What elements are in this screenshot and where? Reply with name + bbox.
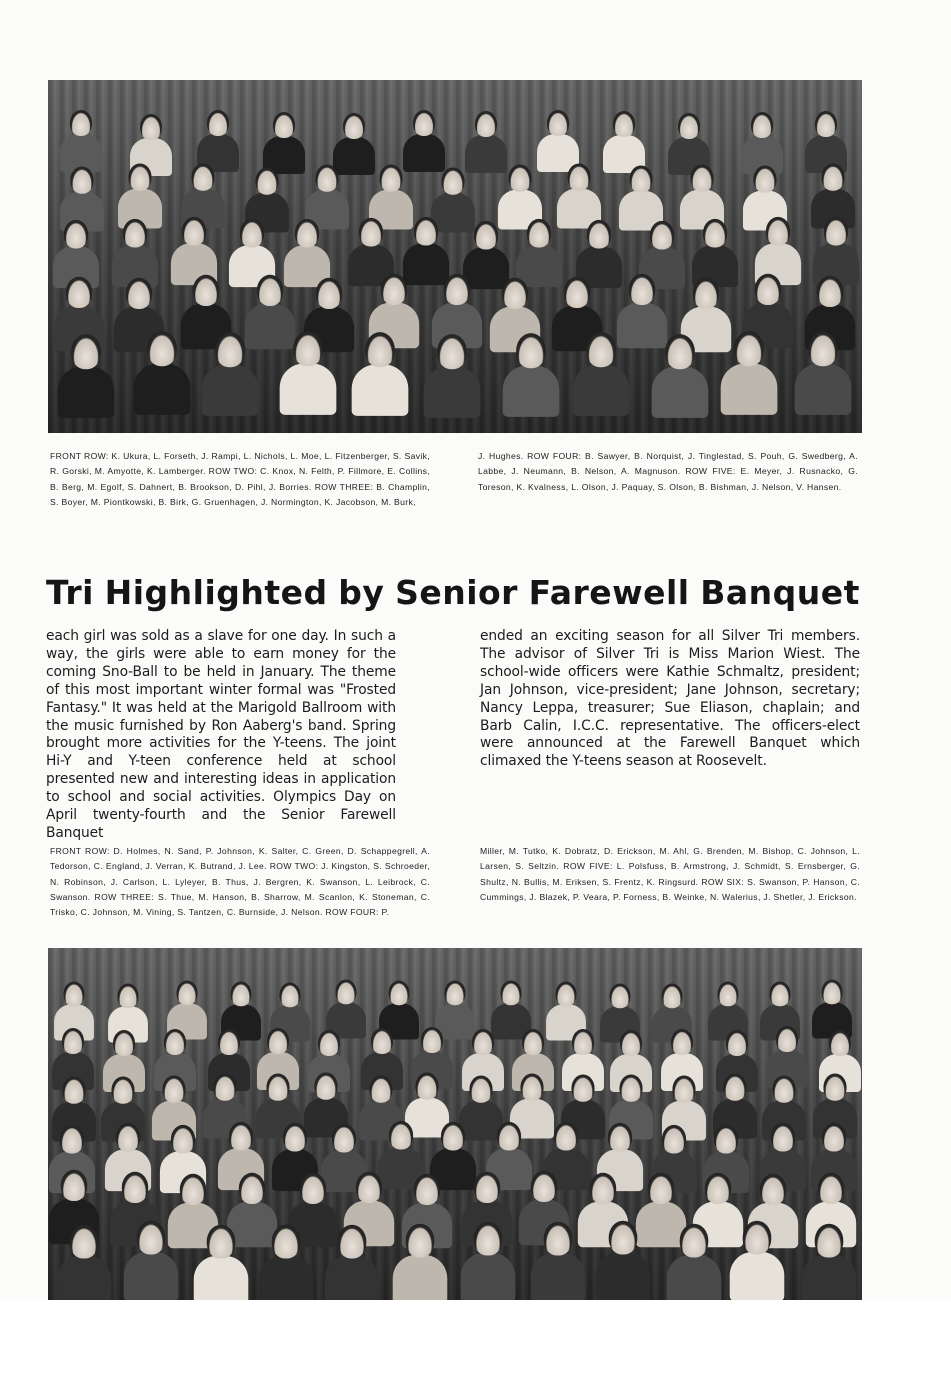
heading-word: Tri: [46, 573, 94, 612]
person-head: [587, 220, 611, 249]
person-head: [332, 1124, 356, 1153]
footer-band: [0, 1300, 951, 1390]
person-head: [497, 1122, 521, 1151]
person-head: [704, 1173, 730, 1204]
photo-person: [792, 331, 854, 415]
person-head: [770, 1123, 794, 1152]
caption-top-left: FRONT ROW: K. Ukura, L. Forseth, J. Rampi, L. Nichols, L. Moe, L. Fitzenberger, S. Savik, R. Gorski, M. Amyotte, K. Lamberger. ROW TWO: C. Knox, N. Felth, P. Fillmore, E. Collins, B. Berg, M. Egolf, S. Dahnert, B. Brookson, D. Pihl, J. Borries. ROW THREE: B. Champlin, S. Boyer, M. Piontkowski, B. Birk, G. Gruenhagen, J. Normington, K. Jacobson, M. Burk,: [50, 451, 430, 507]
person-head: [315, 164, 338, 191]
person-head: [371, 1028, 393, 1054]
person-head: [441, 1122, 465, 1151]
person-head: [415, 1072, 438, 1099]
person-head: [662, 984, 683, 1009]
person-body: [280, 364, 337, 415]
person-head: [829, 1030, 851, 1056]
person-head: [71, 334, 101, 369]
person-head: [180, 1174, 206, 1205]
photo-person: [277, 331, 339, 415]
person-head: [665, 334, 695, 369]
person-head: [70, 1225, 99, 1259]
person-head: [527, 219, 551, 248]
person-head: [501, 981, 522, 1006]
article-column-right: ended an exciting season for all Silver Tri members. The advisor of Silver Tri is Miss Marion Wiest. The school-wide officers were Kathie Schmaltz, president; Jan Johnson, vice-president; Jane Johnson, secretary; Nancy Leppa, treasurer; Sue Eliason, chaplain; and Barb Calin, I.C.C. representative. The officers-elect were announced at the Farewell Banquet which climaxed the Y-teens season at Roosevelt.: [480, 628, 860, 770]
person-head: [508, 164, 531, 191]
person-body: [57, 1256, 112, 1300]
person-head: [343, 113, 365, 139]
person-head: [672, 1075, 695, 1102]
person-head: [586, 332, 616, 367]
person-head: [678, 113, 700, 139]
photo-person: [593, 1221, 653, 1300]
photo-person: [261, 112, 307, 174]
person-head: [207, 110, 229, 136]
person-head: [662, 1125, 686, 1154]
person-head: [61, 1170, 87, 1201]
person-head: [609, 984, 630, 1009]
photo-person: [55, 334, 117, 418]
person-head: [703, 219, 727, 248]
person-body: [802, 1255, 857, 1300]
person-head: [414, 217, 438, 246]
group-photo-bottom: [48, 948, 862, 1300]
person-head: [116, 1123, 140, 1152]
person-head: [441, 167, 464, 194]
person-head: [620, 1074, 643, 1101]
person-head: [501, 278, 527, 309]
person-head: [572, 1029, 594, 1055]
photo-person: [191, 1225, 251, 1300]
person-head: [647, 1173, 673, 1204]
person-head: [822, 1123, 846, 1152]
person-head: [60, 1125, 84, 1154]
person-head: [273, 112, 295, 138]
person-head: [572, 1074, 595, 1101]
person-head: [555, 982, 576, 1007]
person-head: [521, 1073, 544, 1100]
person-head: [365, 332, 395, 367]
person-head: [680, 1224, 709, 1258]
person-head: [171, 1125, 195, 1154]
person-head: [543, 1222, 572, 1256]
person-head: [816, 276, 842, 307]
person-head: [267, 1028, 289, 1054]
person-head: [239, 219, 263, 248]
person-head: [613, 111, 635, 137]
person-head: [414, 1174, 440, 1205]
photo-person: [131, 331, 193, 415]
person-head: [568, 163, 591, 190]
person-head: [122, 1172, 148, 1203]
person-body: [595, 1252, 650, 1300]
person-head: [421, 1027, 443, 1053]
person-body: [667, 1255, 722, 1300]
photo-person: [665, 1224, 725, 1300]
person-body: [730, 1252, 785, 1300]
person-head: [266, 1073, 289, 1100]
person-head: [380, 164, 403, 191]
person-head: [823, 1073, 846, 1100]
person-body: [393, 1255, 448, 1300]
person-head: [147, 331, 177, 366]
person-head: [369, 1075, 392, 1102]
person-head: [280, 983, 301, 1008]
person-head: [714, 1125, 738, 1154]
person-head: [140, 114, 162, 140]
person-head: [318, 1030, 340, 1056]
photo-person: [390, 1224, 450, 1300]
person-head: [164, 1029, 186, 1055]
person-head: [295, 219, 319, 248]
person-body: [652, 367, 709, 418]
person-head: [522, 1029, 544, 1055]
person-body: [503, 366, 560, 417]
person-head: [824, 217, 848, 246]
person-head: [359, 218, 383, 247]
person-body: [325, 1256, 380, 1300]
person-head: [413, 110, 435, 136]
person-head: [406, 1224, 435, 1258]
photo-crowd: [48, 80, 862, 433]
person-head: [66, 277, 92, 308]
photo-person: [54, 1225, 114, 1300]
person-head: [163, 1075, 186, 1102]
person-head: [516, 333, 546, 368]
person-head: [815, 1224, 844, 1258]
person-head: [64, 220, 88, 249]
person-body: [530, 1253, 585, 1300]
person-head: [314, 1072, 337, 1099]
person-head: [336, 980, 357, 1005]
person-head: [229, 1122, 253, 1151]
photo-person: [601, 111, 647, 173]
photo-person: [718, 331, 780, 415]
person-head: [437, 334, 467, 369]
person-body: [259, 1256, 314, 1300]
person-body: [58, 367, 115, 418]
person-head: [206, 1225, 235, 1259]
photo-person: [570, 332, 632, 416]
photo-person: [421, 334, 483, 418]
photo-person: [401, 110, 447, 172]
person-head: [62, 1028, 84, 1054]
photo-person: [727, 1221, 787, 1300]
person-head: [772, 1075, 795, 1102]
person-head: [734, 331, 764, 366]
photo-person: [121, 1221, 181, 1300]
person-head: [475, 111, 497, 137]
person-head: [474, 1172, 500, 1203]
person-head: [257, 275, 283, 306]
person-head: [474, 221, 498, 250]
photo-person: [322, 1225, 382, 1300]
person-head: [608, 1123, 632, 1152]
person-head: [590, 1173, 616, 1204]
heading-word: Highlighted: [104, 573, 328, 612]
person-head: [338, 1225, 367, 1259]
person-head: [230, 982, 251, 1007]
person-head: [564, 277, 590, 308]
person-head: [176, 981, 197, 1006]
person-head: [754, 165, 777, 192]
person-head: [113, 1030, 135, 1056]
person-head: [629, 274, 655, 305]
person-body: [193, 1256, 248, 1300]
person-head: [808, 331, 838, 366]
person-head: [126, 278, 152, 309]
person-head: [470, 1075, 493, 1102]
person-head: [726, 1030, 748, 1056]
group-photo-top: [48, 80, 862, 433]
person-head: [389, 1121, 413, 1150]
photo-person: [458, 1222, 518, 1300]
person-body: [721, 364, 778, 415]
caption-bottom-right: Miller, M. Tutko, K. Dobratz, D. Erickson, M. Ahl, G. Brenden, M. Bishop, C. Johnson, L. Larsen, S. Seltzin. ROW FIVE: L. Polsfuss, B. Armstrong, J. Schmidt, S. Ernsberger, G. Shultz, N. Bullis, M. Eriksen, S. Frentz, K. Ringsurd. ROW SIX: S. Swanson, P. Hanson, C. Cummings, J. Blazek, P. Veara, P. Forness, B. Weinke, N. Walerius, J. Shetler, J. Erickson.: [480, 846, 860, 902]
person-head: [649, 221, 673, 250]
person-body: [202, 365, 259, 416]
article-heading: [46, 573, 860, 612]
person-head: [821, 163, 844, 190]
person-head: [272, 1225, 301, 1259]
person-head: [608, 1221, 637, 1255]
person-head: [316, 278, 342, 309]
person-head: [112, 1076, 135, 1103]
person-head: [821, 980, 842, 1005]
person-head: [691, 164, 714, 191]
article-column-left: each girl was sold as a slave for one day. In such a way, the girls were able to earn money for the coming Sno-Ball to be held in January. The theme of this most important winter formal was "Frosted Fantasy." It was held at the Marigold Ballroom with the music furnished by Ron Aaberg's band. Spring brought more activities for the Y-teens. The joint Hi-Y and Y-teen conference held at school presented new and interesting ideas in application to school and social activities. Olympics Day on April twenty-fourth and the Senior Farewell Banquet: [46, 628, 396, 841]
person-head: [118, 984, 139, 1009]
person-head: [64, 982, 85, 1007]
person-head: [474, 1222, 503, 1256]
person-head: [671, 1029, 693, 1055]
photo-person: [528, 1222, 588, 1300]
person-head: [381, 274, 407, 305]
heading-word: Banquet: [700, 573, 860, 612]
person-head: [256, 167, 279, 194]
person-head: [128, 163, 151, 190]
person-head: [769, 982, 790, 1007]
person-head: [70, 110, 92, 136]
person-head: [531, 1171, 557, 1202]
person-head: [283, 1123, 307, 1152]
person-head: [818, 1173, 844, 1204]
person-head: [472, 1029, 494, 1055]
person-head: [815, 111, 837, 137]
person-head: [629, 165, 652, 192]
photo-person: [257, 1225, 317, 1300]
person-head: [215, 332, 245, 367]
photo-crowd: [48, 948, 862, 1300]
person-head: [776, 1026, 798, 1052]
photo-person: [649, 334, 711, 418]
person-head: [293, 331, 323, 366]
person-head: [238, 1173, 264, 1204]
person-head: [445, 981, 466, 1006]
person-body: [123, 1252, 178, 1300]
photo-person: [58, 110, 104, 172]
person-head: [553, 1122, 577, 1151]
person-body: [573, 365, 630, 416]
person-body: [352, 365, 409, 416]
heading-word: Farewell: [528, 573, 690, 612]
person-head: [751, 112, 773, 138]
person-head: [693, 278, 719, 309]
person-head: [356, 1172, 382, 1203]
heading-word: by: [338, 573, 385, 612]
photo-person: [349, 332, 411, 416]
person-head: [766, 217, 790, 246]
person-body: [795, 364, 852, 415]
person-head: [755, 274, 781, 305]
photo-person: [500, 333, 562, 417]
caption-bottom-left: FRONT ROW: D. Holmes, N. Sand, P. Johnson, K. Salter, C. Green, D. Schappegrell, A. Tedorson, C. England, J. Verran, K. Butrand, J. Lee. ROW TWO: J. Kingston, S. Schroeder, N. Robinson, J. Carlson, L. Lyleyer, B. Thus, J. Bergren, K. Swanson, L. Leibrock, C. Swanson. ROW THREE: S. Thue, M. Hanson, B. Sharrow, M. Scanlon, K. Stoneman, C. Trisko, C. Johnson, M. Vining, S. Tantzen, C. Burnside, J. Nelson. ROW FOUR: P.: [50, 846, 430, 918]
person-head: [123, 219, 147, 248]
person-head: [63, 1076, 86, 1103]
person-head: [218, 1029, 240, 1055]
person-body: [461, 1253, 516, 1300]
person-head: [191, 163, 214, 190]
person-head: [71, 166, 94, 193]
person-head: [718, 982, 739, 1007]
person-body: [134, 364, 191, 415]
person-head: [620, 1030, 642, 1056]
person-head: [214, 1073, 237, 1100]
person-head: [299, 1173, 325, 1204]
person-head: [388, 981, 409, 1006]
person-head: [743, 1221, 772, 1255]
photo-person: [199, 332, 261, 416]
person-head: [192, 275, 218, 306]
person-head: [444, 274, 470, 305]
person-head: [136, 1221, 165, 1255]
caption-top-right: J. Hughes. ROW FOUR: B. Sawyer, B. Norquist, J. Tinglestad, S. Pouh, G. Swedberg, A. Labbe, J. Neumann, B. Nelson, A. Magnuson. ROW FIVE: E. Meyer, J. Rusnacko, G. Toreson, K. Kvalness, L. Olson, J. Paquay, S. Olson, B. Bishman, J. Nelson, V. Hansen.: [478, 451, 858, 492]
person-head: [182, 217, 206, 246]
photo-person: [799, 1224, 859, 1300]
person-head: [723, 1073, 746, 1100]
heading-word: Senior: [395, 573, 518, 612]
person-head: [547, 110, 569, 136]
person-body: [424, 367, 481, 418]
person-head: [760, 1174, 786, 1205]
